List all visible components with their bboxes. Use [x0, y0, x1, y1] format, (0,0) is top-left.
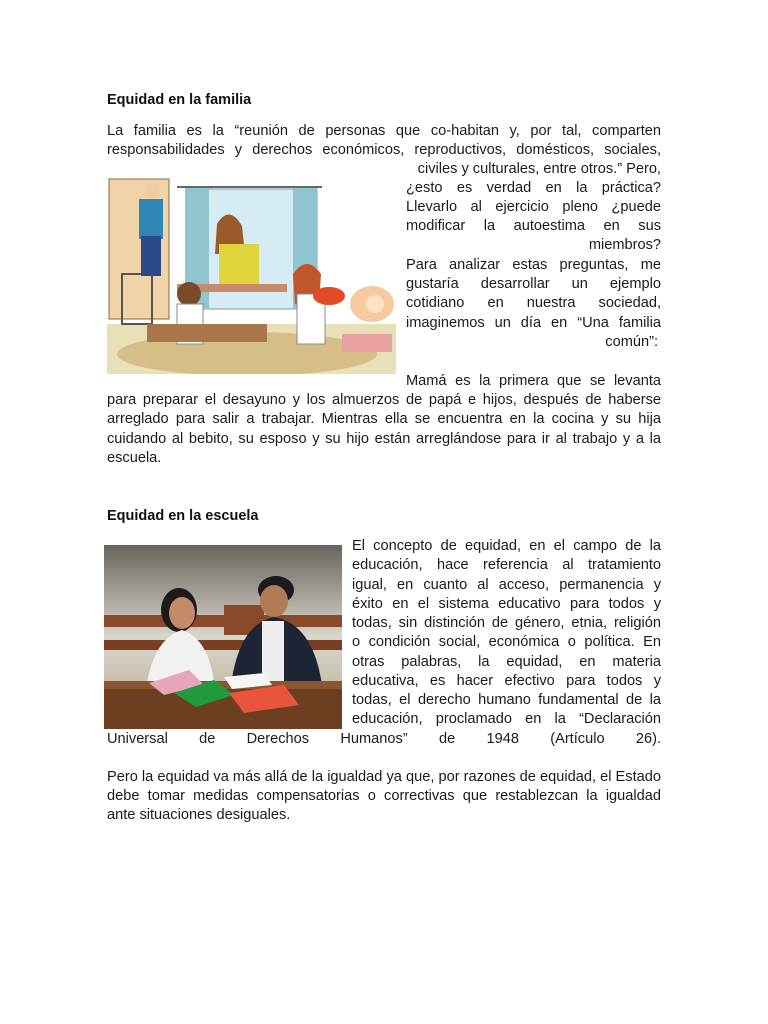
- paragraph-line: educación, proclamado en la “Declaración: [352, 711, 661, 727]
- paragraph-line: Para analizar estas preguntas, me: [406, 257, 661, 273]
- section-heading-escuela: Equidad en la escuela: [107, 508, 259, 524]
- paragraph-line: responsabilidades y derechos económicos, reproductivos, domésticos, sociales,: [107, 142, 661, 158]
- paragraph-line: debe tomar medidas compensatorias o correctivas que restablezcan la igualdad: [107, 788, 661, 804]
- paragraph-line: Universal de Derechos Humanos” de 1948 (Artículo 26).: [107, 731, 661, 747]
- paragraph-line: para preparar el desayuno y los almuerzos de papá e hijos, después de haberse: [107, 392, 661, 408]
- section-heading-familia: Equidad en la familia: [107, 92, 252, 108]
- family-illustration: [107, 174, 396, 374]
- paragraph-line: cuidando al bebito, su esposo y su hijo están arreglándose para ir al trabajo y a la: [107, 431, 661, 447]
- paragraph-line: arreglado para salir a trabajar. Mientras ella se encuentra en la cocina y su hija: [107, 411, 661, 427]
- paragraph-line: otras palabras, la equidad, en materia: [352, 654, 661, 670]
- paragraph-line: común”:: [605, 334, 658, 350]
- paragraph-line: cotidiano en nuestra sociedad,: [406, 295, 661, 311]
- paragraph-line: todas, sin distinción de género, etnia, religión: [352, 615, 661, 631]
- paragraph-line: escuela.: [107, 450, 162, 466]
- paragraph-line: educativa, es hacer efectivo para todos y: [352, 673, 661, 689]
- paragraph-line: ante situaciones desiguales.: [107, 807, 291, 823]
- paragraph-line: miembros?: [588, 237, 661, 253]
- paragraph-line: La familia es la “reunión de personas que co-habitan y, por tal, comparten: [107, 123, 661, 139]
- paragraph-line: o condición social, económica o política. En: [352, 634, 661, 650]
- paragraph-line: modificar la autoestima en sus: [406, 218, 661, 234]
- paragraph-line: gustaría desarrollar un ejemplo: [406, 276, 661, 292]
- paragraph-line: Mamá es la primera que se levanta: [406, 373, 661, 389]
- paragraph-line: El concepto de equidad, en el campo de la: [352, 538, 661, 554]
- paragraph-line: Pero la equidad va más allá de la igualdad ya que, por razones de equidad, el Estado: [107, 769, 661, 785]
- paragraph-line: civiles y culturales, entre otros.” Pero,: [417, 161, 661, 177]
- paragraph-line: ¿esto es verdad en la práctica?: [406, 180, 661, 196]
- paragraph-line: éxito en el sistema educativo para todos y: [352, 596, 661, 612]
- paragraph-line: educación, hace referencia al tratamiento: [352, 557, 661, 573]
- paragraph-line: igual, en cuanto al acceso, permanencia y: [352, 577, 661, 593]
- paragraph-line: imaginemos un día en “Una familia: [406, 315, 661, 331]
- students-photo: [104, 545, 342, 729]
- paragraph-line: todas, el derecho humano fundamental de la: [352, 692, 661, 708]
- paragraph-line: Llevarlo al ejercicio pleno ¿puede: [406, 199, 661, 215]
